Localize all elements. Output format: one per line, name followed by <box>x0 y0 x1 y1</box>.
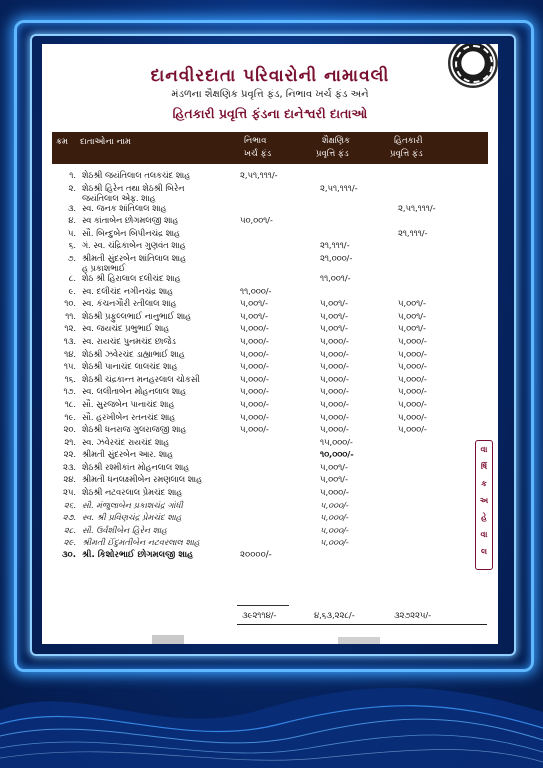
table-header <box>52 132 488 164</box>
subtotal-divider <box>237 605 289 606</box>
table-row: ૨૬. સૌ. મંજુલાબેન પ્રકાશચંદ્ર ગાંધી ૫,૦૦૦/- <box>63 499 349 510</box>
table-row: ૨૩. શેઠશ્રી રશ્મીકાંત મોહનલાલ શાહ ૫,૦૦૧/- <box>62 461 348 472</box>
header-shaikshanik-2: પ્રવૃત્તિ ફંડ <box>316 149 349 159</box>
side-tab-letter: વા <box>480 445 488 454</box>
annual-report-side-tab[interactable] <box>475 440 493 570</box>
table-row: ૧૫. શેઠશ્રી પાનાચંદ લાલચંદ શાહ ૫,૦૦૦/- ૫,૦૦૦/- ૫,૦૦૦/- <box>63 361 427 372</box>
table-row: ૧૯. સૌ. હરખીબેન રતનચંદ શાહ ૫,૦૦૦/- ૫,૦૦૦/- ૫,૦૦૦/- <box>64 411 427 422</box>
table-row: ૧૪. શેઠશ્રી ઝવેરચંદ ડાહ્યાભાઈ શાહ ૫,૦૦૦/- ૫,૦૦૦/- ૫,૦૦૦/- <box>64 348 427 359</box>
table-row: ૨૨. શ્રીમતી સુંદરબેન આર. શાહ ૧૦,૦૦૦/- <box>63 449 354 460</box>
total-shaikshanik: ૪,૬૩,૨૨૮/- <box>314 610 355 620</box>
header-hitkari-2: પ્રવૃત્તિ ફંડ <box>390 149 423 159</box>
table-row: ૨૫. શેઠશ્રી નટવરલાલ પ્રેમચંદ શાહ ૫,૦૦૦/- <box>63 487 349 498</box>
table-row: ૮. શેઠ શ્રી હિરાલાલ દલીચંદ શાહ ૧૧,૦૦૧/- <box>68 272 351 283</box>
header-num: ક્રમ <box>56 137 69 147</box>
side-tab-letter: વા <box>480 530 488 539</box>
table-row: ૫. સૌ. બિન્દુબેન બિપીનચંદ્ર શાહ ૨૧,૧૧૧/- <box>67 227 428 238</box>
table-row: ૧૦. સ્વ. કંચનગૌરી રતીલાલ શાહ ૫,૦૦૧/- ૫,૦૦૧/- ૫,૦૦૧/- <box>64 298 426 309</box>
table-row: ૧૮. સૌ. સુરજબેન પાનાચંદ શાહ ૫,૦૦૦/- ૫,૦૦૦/- ૫,૦૦૦/- <box>64 398 427 409</box>
table-row: ૨૦. શેઠશ્રી ધનરાજ ગુલરાજજી શાહ ૫,૦૦૦/- ૫,૦૦૦/- ૫,૦૦૦/- <box>63 424 427 435</box>
side-tab-letter: ક <box>481 479 487 488</box>
table-row: ૧૭. સ્વ. લલીતાબેન મોહનલાલ શાહ ૫,૦૦૦/- ૫,૦૦૦/- ૫,૦૦૦/- <box>63 386 427 397</box>
side-tab-letter: લ <box>480 547 488 556</box>
table-row: ૧૨. સ્વ. જયચંદ પ્રભુભાઈ શાહ ૫,૦૦૦/- ૫,૦૦૧/- ૫,૦૦૧/- <box>64 323 426 334</box>
totals-row <box>52 610 488 624</box>
table-row: ૨. શેઠશ્રી હિરેન તથા શેઠશ્રી બિરેન જયંતિલાલ એફ. શાહ ૨,૫૧,૧૧૧/- <box>68 182 358 203</box>
page-subtitle-2: હિતકારી પ્રવૃત્તિ ફંડના દાનેશ્વરી દાતાઓ <box>172 106 368 121</box>
table-row: ૨૯. શ્રીમતી ઈંદુમતીબેન નટવરલાલ શાહ ૫,૦૦૦/- <box>63 537 349 548</box>
table-row: ૯. સ્વ. દલીચંદ નગીનચંદ્ર શાહ ૧૧,૦૦૦/- <box>68 285 272 296</box>
table-row: ૪. સ્વ કાંતાબેન છોગમલજી શાહ ૫૦,૦૦૧/- <box>68 215 273 226</box>
table-row: ૩૦. શ્રી. કિશોરભાઈ છોગમલજી શાહ ૨૦૦૦૦/- <box>61 550 272 561</box>
side-tab-letter: ર્ષિ <box>480 462 488 471</box>
page-title: દાનવીરદાતા પરિવારોની નામાવલી <box>150 66 390 86</box>
document-page <box>42 44 498 644</box>
header-name: દાતાઓના નામ <box>80 137 131 147</box>
table-row: ૩. સ્વ. જનક શાંતિલાલ શાહ ૨,૫૧,૧૧૧/- <box>67 202 436 213</box>
side-tab-letter: અ <box>479 496 489 505</box>
header-nibhav-1: નિભાવ <box>244 136 267 146</box>
table-row: ૨૮. સૌ. ઉર્વશીબેન હિરેન શાહ ૫,૦૦૦/- <box>63 524 349 535</box>
table-row: ૭. શ્રીમતી સુંદરબેન શાંતિલાલ શાહ હ પ્રકાશભાઈ ૨૧,૦૦૦/- <box>67 252 353 273</box>
table-row: ૧૩. સ્વ. રાયચંદ પુનમચંદ છાજેડ ૫,૦૦૦/- ૫,૦૦૦/- ૫,૦૦૦/- <box>63 335 427 346</box>
table-row: ૨૭. સ્વ. શ્રી પ્રવિણચંદ્ર પ્રેમચંદ શાહ ૫,૦૦૦/- <box>62 512 349 523</box>
table-row: ૬. ગં. સ્વ. ચંદ્રિકાબેન ગુણવંત શાહ ૨૧,૧૧૧/- <box>68 240 350 251</box>
donor-table-body <box>52 170 488 563</box>
page-subtitle: મંડળના શૈક્ષણિક પ્રવૃત્તિ ફંડ, નિભાવ ખર્ચ ફંડ અને <box>171 89 369 100</box>
totals-underline <box>237 624 487 625</box>
table-row: ૨૧. સ્વ. ઝવેરચંદ રાયચંદ શાહ ૧૫,૦૦૦/- <box>64 436 353 447</box>
header-shaikshanik-1: શૈક્ષણિક <box>322 136 351 146</box>
table-row: ૧૧. શેઠશ્રી પ્રફુલ્લભાઈ નાનુભાઈ શાહ ૫,૦૦૧/- ૫,૦૦૧/- ૫,૦૦૧/- <box>65 310 426 321</box>
header-nibhav-2: ખર્ચ ફંડ <box>244 149 272 159</box>
total-hitkari: ૩૨૭૨૨૫/- <box>394 610 432 620</box>
total-nibhav: ૩૯૨૧૧૪/- <box>242 610 277 620</box>
table-row: ૨૪. શ્રીમતી ધનલક્ષ્મીબેન રમણલાલ શાહ ૫,૦૦૧/- <box>63 474 348 485</box>
decorative-waves <box>0 640 543 768</box>
side-tab-letter: હે <box>481 513 487 522</box>
table-row: ૧. શેઠશ્રી જયંતિલાલ તલકચંદ શાહ ૨,૫૧,૧૧૧/- <box>69 170 278 180</box>
table-row: ૧૬. શેઠશ્રી ચંદ્રકાન્ત મનહરલાલ ચોકસી ૫,૦૦૦/- ૫,૦૦૦/- ૫,૦૦૦/- <box>64 373 427 384</box>
header-hitkari-1: હિતકારી <box>394 136 423 146</box>
